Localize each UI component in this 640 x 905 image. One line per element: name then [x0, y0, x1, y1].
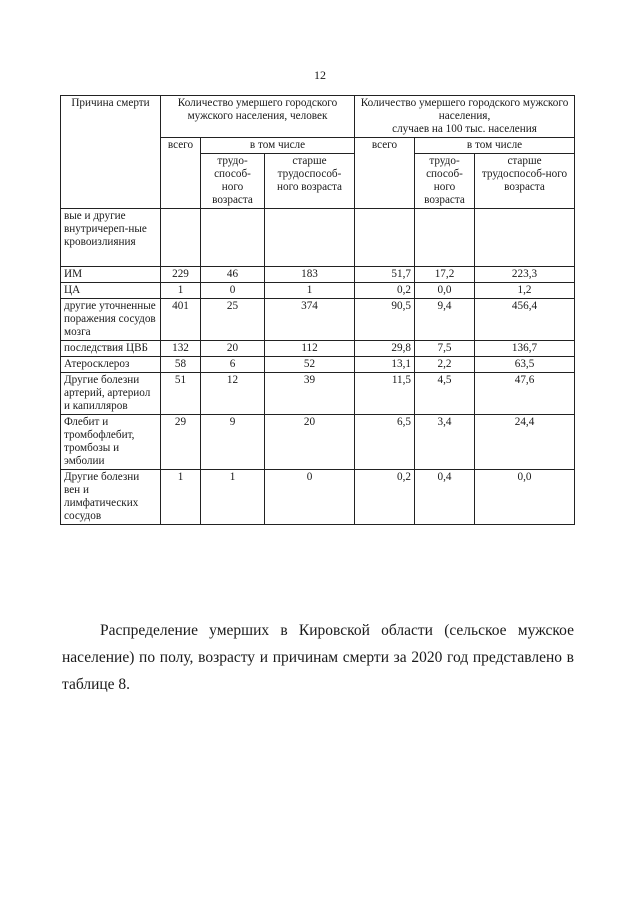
- header-group-rate-line1: Количество умершего городского мужского населения,: [360, 97, 569, 122]
- cell-rate-total: 90,5: [355, 299, 415, 341]
- body-paragraph-text: Распределение умерших в Кировской области (сельское мужское население) по полу, возрасту и причинам смерти за 2020 год представлено в таблице 8.: [62, 622, 574, 693]
- cell-total: 29: [161, 415, 201, 470]
- cell-working-age: [201, 209, 265, 267]
- mortality-table-container: [60, 95, 574, 525]
- cell-older: 52: [265, 357, 355, 373]
- cell-total: 132: [161, 341, 201, 357]
- header-rate-total: всего: [355, 138, 415, 209]
- cell-total: 58: [161, 357, 201, 373]
- table-row: [61, 415, 575, 470]
- cell-cause: вые и другие внутричереп-ные кровоизлияния: [61, 209, 161, 267]
- cell-rate-total: 0,2: [355, 283, 415, 299]
- cell-rate-working-age: 3,4: [415, 415, 475, 470]
- table-row: [61, 209, 575, 267]
- header-group-rate: [355, 96, 575, 138]
- header-group-rate-line2: случаев на 100 тыс. населения: [392, 123, 537, 135]
- table-row: [61, 299, 575, 341]
- table-row: [61, 283, 575, 299]
- cell-cause: другие уточненные поражения сосудов мозга: [61, 299, 161, 341]
- cell-rate-total: 13,1: [355, 357, 415, 373]
- header-working-age: трудо-способ-ного возраста: [201, 154, 265, 209]
- cell-older: 112: [265, 341, 355, 357]
- cell-working-age: 0: [201, 283, 265, 299]
- cell-rate-older: 136,7: [475, 341, 575, 357]
- header-rate-including: в том числе: [415, 138, 575, 154]
- cell-rate-working-age: 2,2: [415, 357, 475, 373]
- header-cause: Причина смерти: [61, 96, 161, 209]
- cell-cause: последствия ЦВБ: [61, 341, 161, 357]
- cell-older: 374: [265, 299, 355, 341]
- cell-rate-older: 24,4: [475, 415, 575, 470]
- cell-cause: Флебит и тромбофлебит, тромбозы и эмболии: [61, 415, 161, 470]
- cell-cause: Атеросклероз: [61, 357, 161, 373]
- cell-rate-working-age: [415, 209, 475, 267]
- cell-rate-total: 11,5: [355, 373, 415, 415]
- header-rate-older: старше трудоспособ-ного возраста: [475, 154, 575, 209]
- cell-rate-working-age: 9,4: [415, 299, 475, 341]
- header-row-1: [61, 96, 575, 138]
- cell-rate-older: 0,0: [475, 470, 575, 525]
- header-older: старше трудоспособ-ного возраста: [265, 154, 355, 209]
- cell-rate-working-age: 4,5: [415, 373, 475, 415]
- cell-older: 1: [265, 283, 355, 299]
- cell-rate-total: 51,7: [355, 267, 415, 283]
- cell-total: 229: [161, 267, 201, 283]
- header-group-count: Количество умершего городского мужского населения, человек: [161, 96, 355, 138]
- cell-rate-working-age: 0,4: [415, 470, 475, 525]
- cell-rate-total: 0,2: [355, 470, 415, 525]
- cell-older: [265, 209, 355, 267]
- cell-cause: Другие болезни артерий, артериол и капилляров: [61, 373, 161, 415]
- cell-rate-working-age: 17,2: [415, 267, 475, 283]
- cell-older: 20: [265, 415, 355, 470]
- cell-older: 0: [265, 470, 355, 525]
- header-rate-working-age: трудо-способ-ного возраста: [415, 154, 475, 209]
- cell-working-age: 1: [201, 470, 265, 525]
- cell-total: [161, 209, 201, 267]
- cell-older: 183: [265, 267, 355, 283]
- cell-rate-older: [475, 209, 575, 267]
- table-row: [61, 470, 575, 525]
- cell-older: 39: [265, 373, 355, 415]
- table-row: [61, 357, 575, 373]
- cell-working-age: 6: [201, 357, 265, 373]
- cell-rate-working-age: 7,5: [415, 341, 475, 357]
- cell-total: 1: [161, 283, 201, 299]
- cell-working-age: 20: [201, 341, 265, 357]
- cell-working-age: 25: [201, 299, 265, 341]
- cell-rate-older: 456,4: [475, 299, 575, 341]
- table-row: [61, 373, 575, 415]
- cell-rate-older: 63,5: [475, 357, 575, 373]
- cell-rate-total: 29,8: [355, 341, 415, 357]
- cell-total: 401: [161, 299, 201, 341]
- cell-cause: ЦА: [61, 283, 161, 299]
- cell-total: 51: [161, 373, 201, 415]
- cell-rate-older: 223,3: [475, 267, 575, 283]
- table-row: [61, 341, 575, 357]
- cell-rate-older: 47,6: [475, 373, 575, 415]
- cell-cause: ИМ: [61, 267, 161, 283]
- mortality-table: [60, 95, 575, 525]
- header-total: всего: [161, 138, 201, 209]
- page-number: 12: [314, 68, 326, 82]
- cell-cause: Другие болезни вен и лимфатических сосудов: [61, 470, 161, 525]
- cell-working-age: 9: [201, 415, 265, 470]
- cell-rate-total: 6,5: [355, 415, 415, 470]
- cell-rate-total: [355, 209, 415, 267]
- header-including: в том числе: [201, 138, 355, 154]
- cell-working-age: 12: [201, 373, 265, 415]
- cell-total: 1: [161, 470, 201, 525]
- cell-rate-working-age: 0,0: [415, 283, 475, 299]
- table-row: [61, 267, 575, 283]
- cell-working-age: 46: [201, 267, 265, 283]
- body-paragraph: [62, 617, 574, 698]
- cell-rate-older: 1,2: [475, 283, 575, 299]
